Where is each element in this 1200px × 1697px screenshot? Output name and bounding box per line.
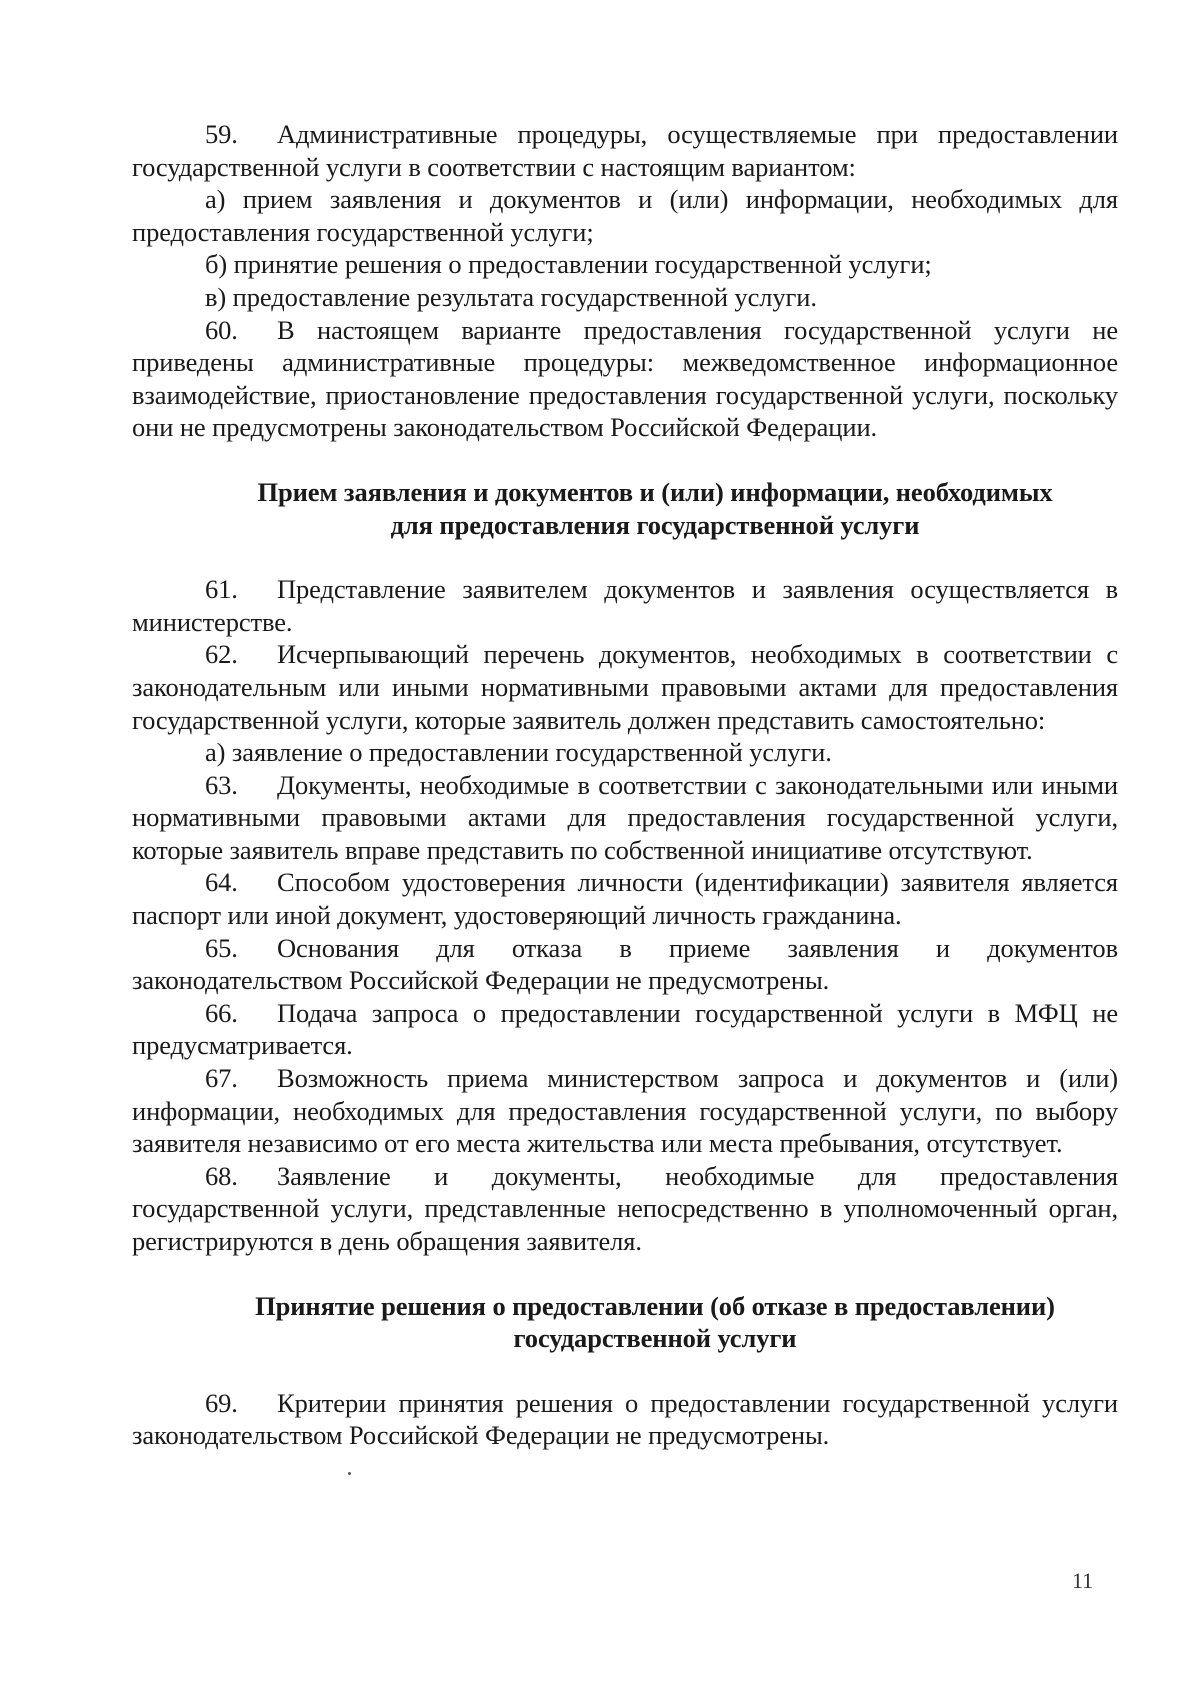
paragraph-68: 68. Заявление и документы, необходимые для предоставления государственной услуги, представленные непосредственно в уполномоченный орган, регистрируются в день обращения заявителя.	[132, 1160, 1118, 1256]
paragraph-65: 65. Основания для отказа в приеме заявления и документов законодательством Российской Федерации не предусмотрены.	[132, 932, 1118, 996]
document-page	[132, 118, 1118, 1452]
paragraph-61: 61. Представление заявителем документов и заявления осуществляется в министерстве.	[132, 574, 1118, 637]
paragraph-64: 64. Способом удостоверения личности (идентификации) заявителя является паспорт или иной документ, удостоверяющий личность гражданина.	[132, 867, 1118, 931]
paragraph-62: 62. Исчерпывающий перечень документов, необходимых в соответствии с законодательным или иными нормативными правовыми актами для предоставления государственной услуги, которые заявитель должен представить самостоятельно:	[132, 639, 1118, 735]
scan-speck	[348, 1472, 351, 1475]
paragraph-59-b: б) принятие решения о предоставлении государственной услуги;	[205, 249, 932, 280]
section-heading-decision: Принятие решения о предоставлении (об отказе в предоставлении) государственной услуги	[255, 1290, 1055, 1354]
paragraph-59-c: в) предоставление результата государственной услуги.	[205, 281, 817, 312]
paragraph-63: 63. Документы, необходимые в соответствии с законодательными или иными нормативными правовыми актами для предоставления государственной услуги, которые заявитель вправе представить по собственной инициативе отсутствуют.	[132, 769, 1118, 865]
paragraph-69: 69. Критерии принятия решения о предоставлении государственной услуги законодательством Российской Федерации не предусмотрены.	[132, 1387, 1118, 1451]
paragraph-62-a: а) заявление о предоставлении государственной услуги.	[205, 737, 832, 768]
paragraph-59-a: а) прием заявления и документов и (или) информации, необходимых для предоставления государственной услуги;	[132, 184, 1118, 247]
section-heading-reception: Прием заявления и документов и (или) информации, необходимых для предоставления государственной услуги	[257, 476, 1053, 540]
paragraph-60: 60. В настоящем варианте предоставления государственной услуги не приведены административные процедуры: межведомственное информационное взаимодействие, приостановление предоставления государственной услуги, поскольку они не предусмотрены законодательством Российской Федерации.	[132, 314, 1118, 443]
paragraph-66: 66. Подача запроса о предоставлении государственной услуги в МФЦ не предусматривается.	[132, 997, 1118, 1061]
paragraph-67: 67. Возможность приема министерством запроса и документов и (или) информации, необходимых для предоставления государственной услуги, по выбору заявителя независимо от его места жительства или места пребывания, отсутствует.	[132, 1063, 1118, 1159]
paragraph-59: 59. Административные процедуры, осуществляемые при предоставлении государственной услуги в соответствии с настоящим вариантом:	[132, 119, 1118, 182]
page-number: 11	[1072, 1568, 1094, 1593]
